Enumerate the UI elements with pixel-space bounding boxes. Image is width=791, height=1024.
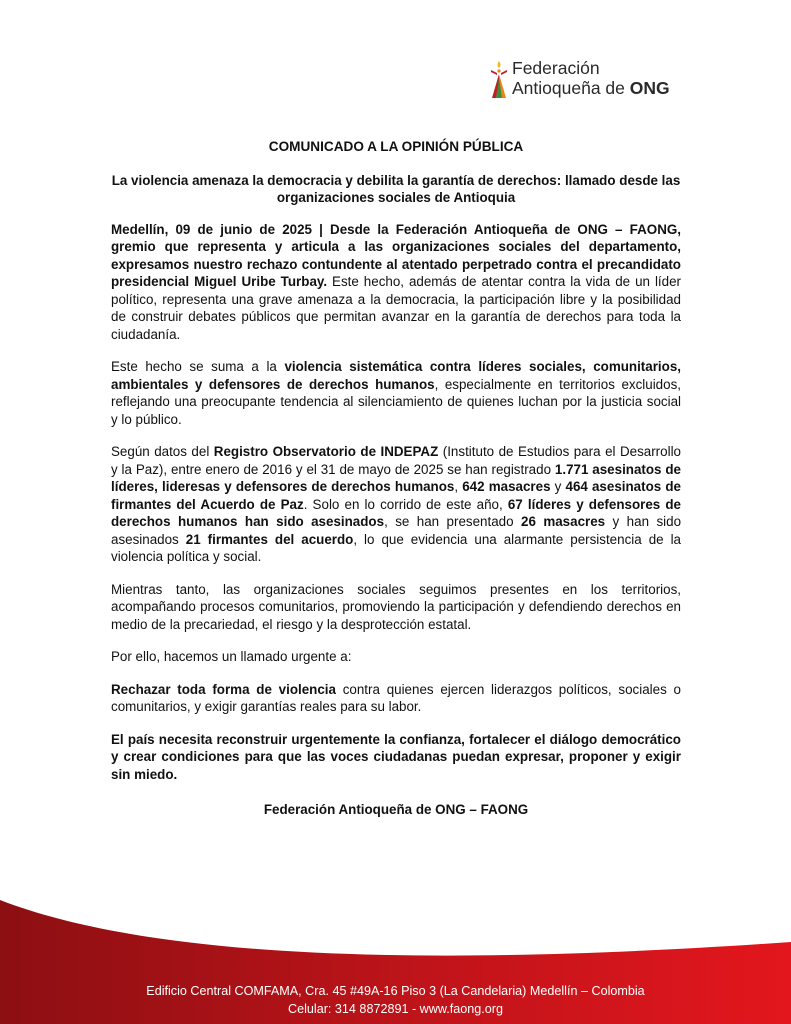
footer-address: Edificio Central COMFAMA, Cra. 45 #49A-16 Piso 3 (La Candelaria) Medellín – Colombia — [146, 984, 645, 998]
org-name — [512, 58, 670, 98]
signature: Federación Antioqueña de ONG – FAONG — [263, 802, 529, 817]
document-subtitle: La violencia amenaza la democracia y debilita la garantía de derechos: llamado desde las organizaciones sociales de Antioquia — [111, 172, 681, 205]
paragraph-7: El país necesita reconstruir urgentemente la confianza, fortalecer el diálogo democrático y crear condiciones para que las voces ciudadanas puedan expresar, proponer y exigir sin miedo. — [111, 731, 681, 782]
paragraph-3: Según datos del Registro Observatorio de INDEPAZ (Instituto de Estudios para el Desarrollo y la Paz), entre enero de 2016 y el 31 de mayo de 2025 se han registrado 1.771 asesinatos de líderes, lideresas y defensores de derechos humanos, 642 masacres y 464 asesinatos de firmantes del Acuerdo de Paz. Solo en lo corrido de este año, 67 líderes y defensores de derechos humanos han sido asesinados, se han presentado 26 masacres y han sido asesinados 21 firmantes del acuerdo, lo que evidencia una alarmante persistencia de la violencia política y social. — [111, 444, 682, 564]
org-name-line2: Antioqueña de ONG — [512, 78, 670, 98]
paragraph-6: Rechazar toda forma de violencia contra quienes ejercen liderazgos políticos, sociales o comunitarios, y exigir garantías reales para su labor. — [111, 681, 681, 714]
paragraph-5: Por ello, hacemos un llamado urgente a: — [111, 649, 352, 664]
org-name-line1: Federación — [512, 58, 600, 78]
header-logo — [488, 58, 698, 102]
document-title: COMUNICADO A LA OPINIÓN PÚBLICA — [268, 139, 524, 154]
footer — [0, 880, 791, 1024]
document-body — [111, 138, 681, 819]
people-flame-logo-icon — [488, 60, 510, 100]
paragraph-4: Mientras tanto, las organizaciones sociales seguimos presentes en los territorios, acompañando procesos comunitarios, promoviendo la participación y defendiendo derechos en medio de la precariedad, el riesgo y la desprotección estatal. — [111, 581, 681, 632]
footer-contact: Celular: 314 8872891 - www.faong.org — [288, 1002, 503, 1016]
paragraph-2: Este hecho se suma a la violencia sistemática contra líderes sociales, comunitarios, ambientales y defensores de derechos humanos, especialmente en territorios excluidos, reflejando una preocupante tendencia al silenciamiento de quienes luchan por la justicia social y lo público. — [111, 359, 681, 427]
paragraph-1: Medellín, 09 de junio de 2025 | Desde la Federación Antioqueña de ONG – FAONG, gremio que representa y articula a las organizaciones sociales del departamento, expresamos nuestro rechazo contundente al atentado perpetrado contra el precandidato presidencial Miguel Uribe Turbay. Este hecho, además de atentar contra la vida de un líder político, representa una grave amenaza a la democracia, la participación libre y la posibilidad de construir debates públicos que permitan avanzar en la garantía de derechos para toda la ciudadanía. — [111, 221, 681, 342]
